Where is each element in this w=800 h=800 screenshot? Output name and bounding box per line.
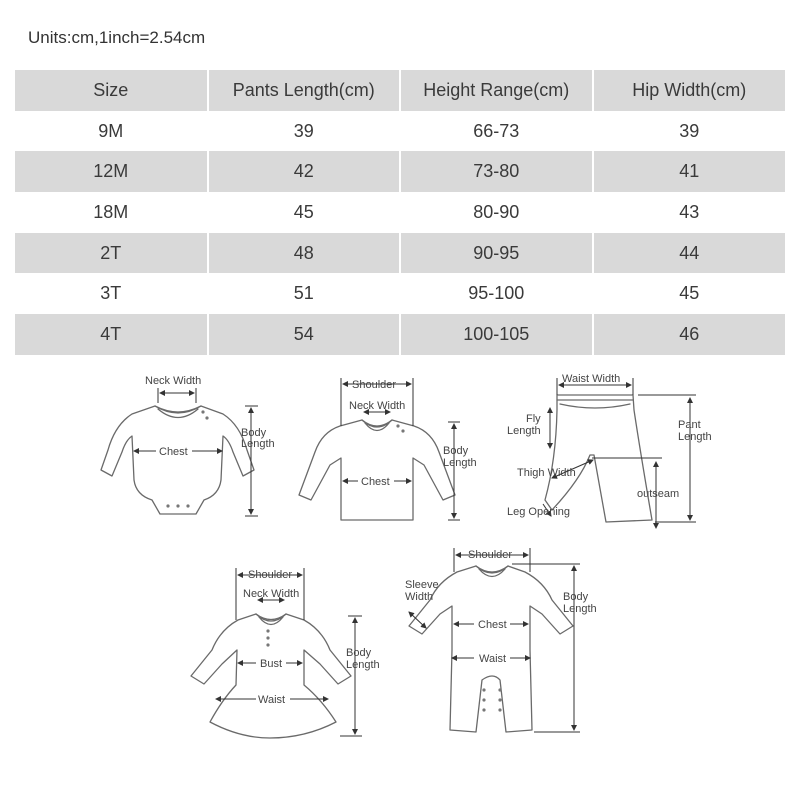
table-cell: 41 [593, 151, 786, 192]
chest-label: Chest [159, 446, 188, 458]
body-length-label: Length [563, 603, 597, 615]
button-icon [201, 410, 204, 413]
table-cell: 100-105 [400, 314, 593, 355]
button-icon [166, 504, 169, 507]
button-icon [205, 416, 208, 419]
button-icon [401, 429, 404, 432]
table-cell: 95-100 [400, 273, 593, 314]
table-cell: 46 [593, 314, 786, 355]
button-icon [482, 698, 485, 701]
button-icon [396, 424, 399, 427]
button-icon [482, 708, 485, 711]
button-icon [266, 643, 269, 646]
body-length-label: Length [443, 457, 477, 469]
waist-label: Waist [258, 694, 286, 706]
button-icon [498, 688, 501, 691]
table-cell: 4T [15, 314, 208, 355]
neck-width-label: Neck Width [145, 375, 202, 387]
thigh-width-label: Thigh Width [517, 467, 576, 479]
body-length-label: Length [241, 438, 275, 450]
table-cell: 54 [208, 314, 401, 355]
waist-width-label: Waist Width [562, 373, 621, 385]
body-length-label: Body [443, 445, 469, 457]
table-cell: 42 [208, 151, 401, 192]
button-icon [176, 504, 179, 507]
body-length-label: Length [346, 659, 380, 671]
table-cell: 51 [208, 273, 401, 314]
table-cell: 43 [593, 192, 786, 233]
body-length-label: Body [346, 647, 372, 659]
table-cell: 39 [208, 111, 401, 152]
button-icon [498, 708, 501, 711]
pants-waistband [557, 400, 633, 408]
neck-width-label: Neck Width [349, 400, 406, 412]
shirt-diagram [299, 378, 477, 520]
outseam-label: outseam [637, 488, 680, 500]
column-header-pants-length: Pants Length(cm) [208, 70, 401, 111]
body-length-label: Body [563, 591, 589, 603]
shoulder-label: Shoulder [352, 379, 397, 391]
table-cell: 45 [208, 192, 401, 233]
table-cell: 18M [15, 192, 208, 233]
table-cell: 3T [15, 273, 208, 314]
sleeve-width-arrow [409, 612, 426, 628]
table-cell: 73-80 [400, 151, 593, 192]
bodysuit-diagram [101, 375, 275, 516]
button-icon [186, 504, 189, 507]
table-cell: 2T [15, 233, 208, 274]
column-header-height-range: Height Range(cm) [400, 70, 593, 111]
table-cell: 9M [15, 111, 208, 152]
button-icon [482, 688, 485, 691]
table-cell: 12M [15, 151, 208, 192]
chest-label: Chest [478, 619, 507, 631]
table-cell: 80-90 [400, 192, 593, 233]
shoulder-label: Shoulder [468, 549, 513, 561]
button-icon [266, 636, 269, 639]
fly-length-label: Fly [526, 413, 541, 425]
body-length-label: Body [241, 427, 267, 439]
leg-opening-label: Leg Opening [507, 506, 570, 518]
fly-length-label: Length [507, 425, 541, 437]
sleeve-width-label: Width [405, 591, 434, 603]
shirt-collar [362, 420, 392, 431]
romper-diagram [405, 548, 597, 732]
shoulder-label: Shoulder [248, 569, 293, 581]
table-cell: 39 [593, 111, 786, 152]
button-icon [498, 698, 501, 701]
units-note: Units:cm,1inch=2.54cm [28, 28, 206, 47]
sleeve-width-label: Sleeve [405, 579, 439, 591]
romper-collar [476, 566, 508, 577]
bodysuit-outline [101, 406, 254, 514]
column-header-size: Size [15, 70, 208, 111]
shirt-outline [299, 420, 455, 520]
table-cell: 90-95 [400, 233, 593, 274]
column-header-hip-width: Hip Width(cm) [593, 70, 786, 111]
pant-length-label: Length [678, 431, 712, 443]
dress-diagram [191, 568, 380, 738]
pant-length-label: Pant [678, 419, 701, 431]
dress-outline [191, 614, 351, 738]
table-cell: 48 [208, 233, 401, 274]
table-cell: 44 [593, 233, 786, 274]
chest-label: Chest [361, 476, 390, 488]
button-icon [266, 629, 269, 632]
pants-diagram [507, 373, 712, 528]
waist-label: Waist [479, 653, 507, 665]
table-cell: 45 [593, 273, 786, 314]
table-cell: 66-73 [400, 111, 593, 152]
neck-width-label: Neck Width [243, 588, 300, 600]
bust-label: Bust [260, 658, 283, 670]
